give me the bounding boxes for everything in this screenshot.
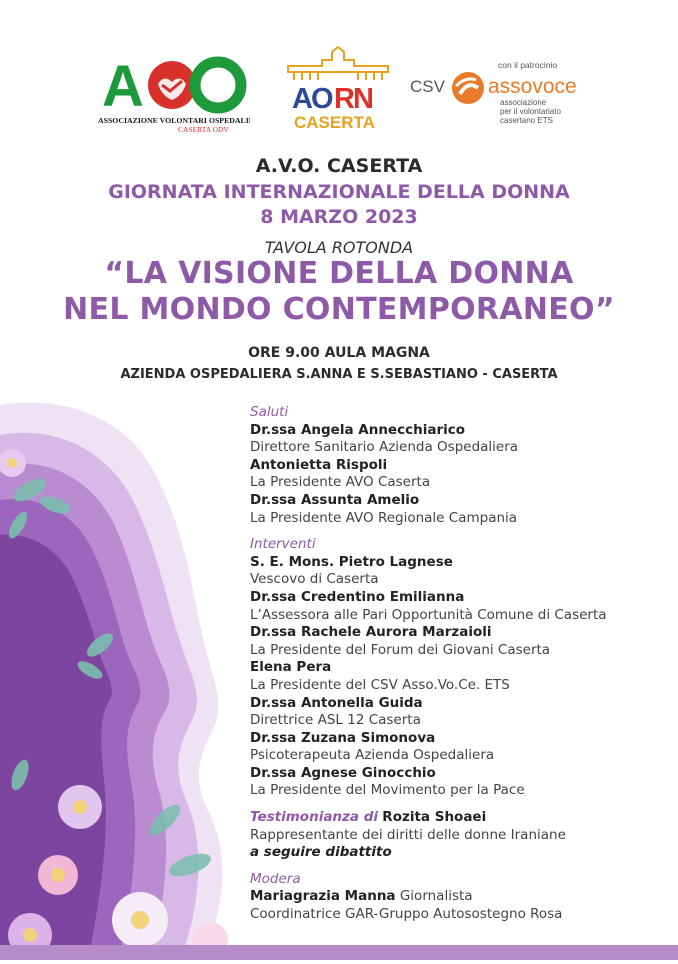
program-list — [250, 404, 670, 924]
speaker-role: Direttore Sanitario Azienda Ospedaliera — [250, 439, 519, 456]
speaker-item — [250, 659, 670, 694]
section-label-modera: Modera — [250, 870, 301, 887]
svg-text:RN: RN — [334, 83, 372, 115]
speaker-item — [250, 624, 670, 659]
speaker-role: La Presidente AVO Regionale Campania — [250, 509, 518, 526]
section-label-testimonianza: Testimonianza di — [250, 809, 378, 826]
testimonianza-item — [250, 809, 670, 862]
speaker-name: Dr.ssa Rachele Aurora Marzaioli — [250, 624, 492, 641]
venue: AZIENDA OSPEDALIERA S.ANNA E S.SEBASTIANO - CASERTA — [120, 367, 558, 382]
speaker-name: Dr.ssa Assunta Amelio — [250, 491, 420, 508]
speaker-role: La Presidente AVO Caserta — [250, 474, 431, 491]
speaker-name: Mariagrazia Manna — [250, 888, 396, 905]
title-line-1: “LA VISIONE DELLA DONNA — [104, 256, 574, 291]
speaker-name: Rozita Shoaei — [382, 809, 487, 826]
speaker-name: Dr.ssa Agnese Ginocchio — [250, 764, 436, 781]
time-place: ORE 9.00 AULA MAGNA — [248, 345, 430, 361]
csv-assovoce-logo — [408, 58, 608, 128]
speaker-item — [250, 695, 670, 730]
svg-text:ASSOCIAZIONE VOLONTARI OSPEDAL: ASSOCIAZIONE VOLONTARI OSPEDALIERI — [98, 116, 250, 125]
speaker-name: S. E. Mons. Pietro Lagnese — [250, 553, 453, 570]
speaker-role: Direttrice ASL 12 Caserta — [250, 712, 421, 729]
svg-text:AO: AO — [292, 83, 332, 115]
speaker-item — [250, 457, 670, 492]
speaker-role: La Presidente del CSV Asso.Vo.Ce. ETS — [250, 676, 510, 693]
moderator-item — [250, 888, 670, 923]
speaker-name: Dr.ssa Angela Annecchiarico — [250, 421, 466, 438]
speaker-item — [250, 589, 670, 624]
woman-profile-artwork — [0, 395, 245, 960]
speaker-role: L’Assessora alle Pari Opportunità Comune di Caserta — [250, 606, 607, 623]
speaker-role: Vescovo di Caserta — [250, 571, 379, 588]
logo-strip — [0, 40, 678, 140]
speaker-name: Dr.ssa Antonella Guida — [250, 694, 423, 711]
svg-text:CASERTA ODV: CASERTA ODV — [178, 125, 229, 134]
event-name: GIORNATA INTERNAZIONALE DELLA DONNA — [108, 181, 570, 203]
speaker-name: Dr.ssa Credentino Emilianna — [250, 588, 465, 605]
aorn-caserta-logo — [282, 42, 394, 132]
event-format: TAVOLA ROTONDA — [264, 238, 414, 257]
svg-text:casertano ETS: casertano ETS — [500, 116, 553, 125]
speaker-role: La Presidente del Forum dei Giovani Caserta — [250, 641, 551, 658]
avo-o-circle — [195, 62, 241, 108]
org-name: A.V.O. CASERTA — [255, 155, 423, 177]
paper-cut-illustration — [0, 395, 245, 960]
dibattito-note: a seguire dibattito — [250, 844, 392, 861]
speaker-role: La Presidente del Movimento per la Pace — [250, 782, 525, 799]
svg-text:assovoce: assovoce — [488, 75, 577, 98]
speaker-item — [250, 422, 670, 457]
speaker-item — [250, 492, 670, 527]
section-label-saluti: Saluti — [250, 404, 289, 420]
section-label-interventi: Interventi — [250, 536, 316, 553]
title-line-2: NEL MONDO CONTEMPORANEO” — [63, 292, 615, 327]
speaker-name: Antonietta Rispoli — [250, 456, 388, 473]
svg-text:A: A — [102, 54, 144, 119]
svg-text:associazione: associazione — [500, 98, 547, 107]
assovoce-circle-icon — [452, 72, 484, 104]
bottom-bar — [0, 945, 678, 960]
svg-text:per il volontariato: per il volontariato — [500, 107, 561, 116]
speaker-role: Coordinatrice GAR-Gruppo Autosostegno Rosa — [250, 906, 563, 923]
speaker-item — [250, 765, 670, 800]
speaker-title: Giornalista — [399, 888, 473, 905]
speaker-name: Elena Pera — [250, 659, 332, 676]
svg-text:con il patrocinio: con il patrocinio — [498, 60, 558, 70]
speaker-name: Dr.ssa Zuzana Simonova — [250, 729, 436, 746]
aorn-building-icon — [282, 42, 394, 132]
speaker-item — [250, 730, 670, 765]
svg-text:CASERTA: CASERTA — [294, 113, 375, 132]
speaker-role: Psicoterapeuta Azienda Ospedaliera — [250, 747, 495, 764]
assovoce-logo-mark — [408, 58, 608, 128]
avo-logo-mark — [98, 54, 250, 136]
speaker-item — [250, 554, 670, 589]
avo-logo — [98, 54, 250, 136]
svg-text:CSV: CSV — [410, 77, 445, 96]
event-date: 8 MARZO 2023 — [260, 206, 418, 228]
speaker-role: Rappresentante dei diritti delle donne Iraniane — [250, 826, 566, 843]
